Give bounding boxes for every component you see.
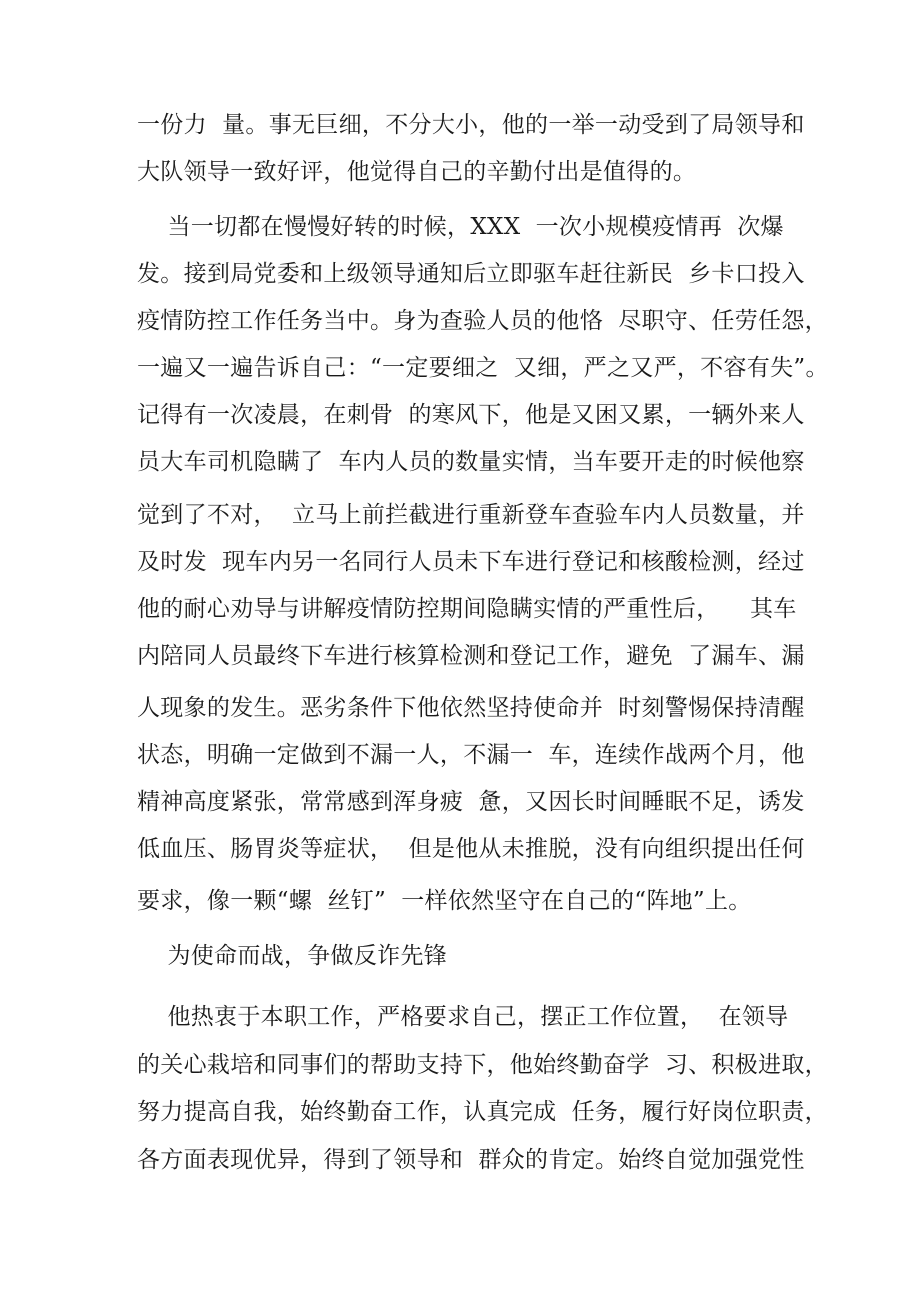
text-line: 状态，明确一定做到不漏一人，不漏一 车，连续作战两个月，他 xyxy=(137,742,805,768)
text-line: 疫情防控工作任务当中。身为查验人员的他恪 尽职守、任劳任怨， xyxy=(137,308,828,334)
text-line: 各方面表现优异，得到了领导和 群众的肯定。始终自觉加强党性 xyxy=(137,1147,805,1173)
text-line: 低血压、肠胃炎等症状， 但是他从未推脱，没有向组织提出任何 xyxy=(137,836,805,862)
text-line: 员大车司机隐瞒了 车内人员的数量实情，当车要开走的时候他察 xyxy=(137,449,805,475)
text-line: 努力提高自我，始终勤奋工作，认真完成 任务，履行好岗位职责， xyxy=(137,1099,828,1125)
text-line: 觉到了不对， 立马上前拦截进行重新登车查验车内人员数量，并 xyxy=(137,502,805,528)
text-line: 一遍又一遍告诉自己：“一定要细之 又细，严之又严，不容有失”。 xyxy=(137,355,829,381)
text-line: 记得有一次凌晨，在刺骨 的寒风下，他是又困又累，一辆外来人 xyxy=(137,402,805,428)
text-line: 精神高度紧张，常常感到浑身疲 惫，又因长时间睡眠不足，诱发 xyxy=(137,789,805,815)
text-line: 大队领导一致好评，他觉得自己的辛勤付出是值得的。 xyxy=(137,159,697,185)
text-line: 及时发 现车内另一名同行人员未下车进行登记和核酸检测，经过 xyxy=(137,549,805,575)
text-line: 当一切都在慢慢好转的时候，XXX 一次小规模疫情再 次爆 xyxy=(137,214,784,240)
text-line: 一份力 量。事无巨细，不分大小，他的一举一动受到了局领导和 xyxy=(137,112,805,138)
text-line: 他的耐心劝导与讲解疫情防控期间隐瞒实情的严重性后， 其车 xyxy=(137,596,797,622)
text-line: 他热衷于本职工作，严格要求自己，摆正工作位置， 在领导 xyxy=(137,1004,789,1030)
text-line: 的关心栽培和同事们的帮助支持下，他始终勤奋学 习、积极进取， xyxy=(137,1052,828,1078)
text-line: 发。接到局党委和上级领导通知后立即驱车赶往新民 乡卡口投入 xyxy=(137,261,805,287)
text-line: 人现象的发生。恶劣条件下他依然坚持使命并 时刻警惕保持清醒 xyxy=(137,695,805,721)
text-line: 要求，像一颗“螺 丝钉” 一样依然坚守在自己的“阵地”上。 xyxy=(137,888,752,914)
section-heading: 为使命而战，争做反诈先锋 xyxy=(137,943,448,969)
text-line: 内陪同人员最终下车进行核算检测和登记工作，避免 了漏车、漏 xyxy=(137,643,805,669)
